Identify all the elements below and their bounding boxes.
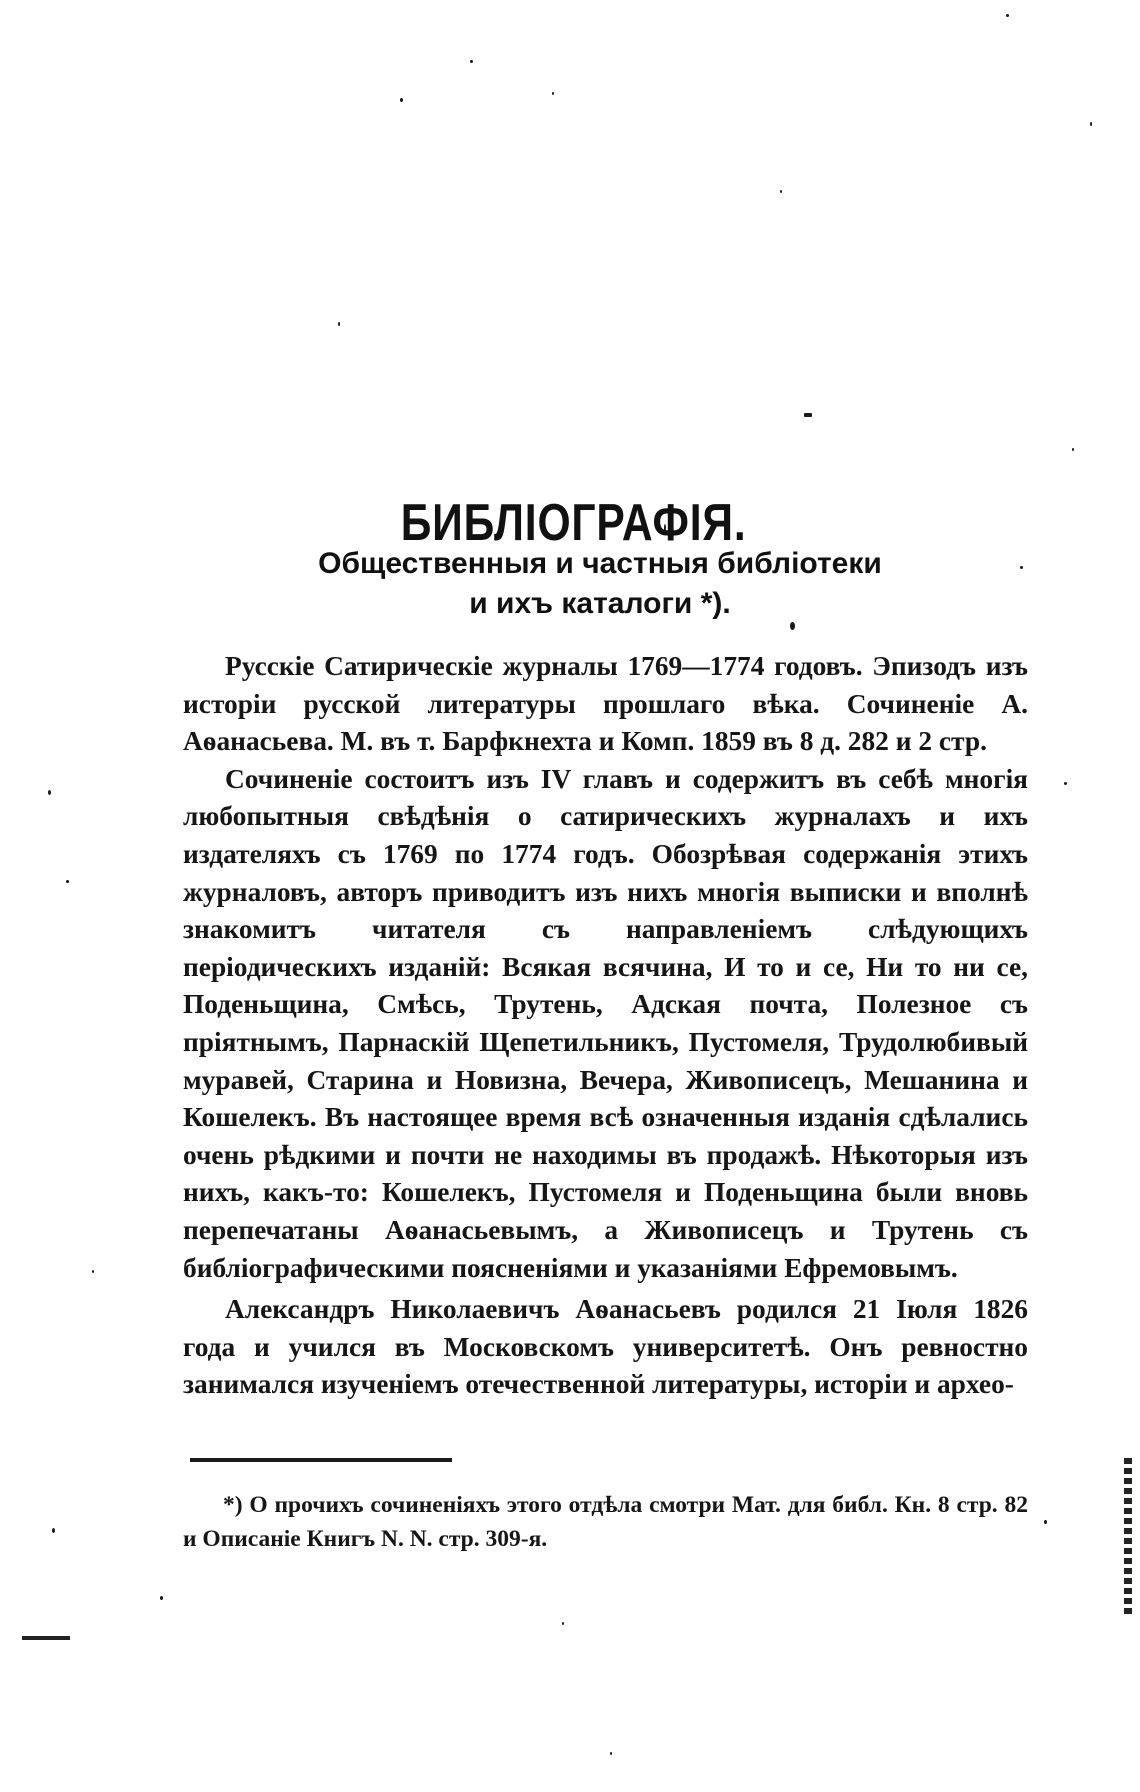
margin-mark (22, 1636, 70, 1640)
subtitle-line-1: Общественныя и частныя библіотеки (318, 547, 882, 580)
scan-speck (400, 98, 403, 102)
footnote: *) О прочихъ сочиненіяхъ этого отдѣла смотри Мат. для библ. Кн. 8 стр. 82 и Описаніе Книгъ N. N. стр. 309-я. (183, 1492, 1028, 1552)
scan-speck (470, 60, 473, 63)
scan-speck (52, 1528, 55, 1533)
paragraph-lead-word: Русскіе (225, 651, 315, 681)
scan-speck (1072, 448, 1074, 451)
body-text (183, 648, 1028, 1404)
scan-speck (1090, 122, 1092, 126)
scan-speck (92, 1270, 94, 1273)
scan-speck (1006, 14, 1009, 17)
scan-speck (48, 790, 51, 795)
scan-speck (66, 880, 69, 883)
paragraph-author-bio: Александръ Николаевичъ Аѳанасьевъ родился 21 Іюля 1826 года и учился въ Московскомъ университетѣ. Онъ ревностно занимался изученіемъ отечественной литературы, исторіи и архео- (183, 1294, 1028, 1400)
section-subtitle (270, 544, 930, 624)
scan-speck (552, 92, 554, 95)
scan-speck (338, 322, 340, 326)
scan-speck (562, 1622, 564, 1625)
scan-speck (1020, 566, 1023, 569)
scan-speck (1064, 782, 1067, 785)
footnote-divider (190, 1458, 452, 1462)
scan-speck (804, 413, 812, 417)
scan-speck (1044, 1520, 1047, 1524)
scan-speck (610, 1752, 612, 1755)
subtitle-line-2: и ихъ каталоги *). (469, 587, 731, 620)
paragraph-entry-citation (183, 648, 1028, 761)
paragraph-description: Сочиненіе состоитъ изъ IV главъ и содержитъ въ себѣ многія любопытныя свѣдѣнія о сатирическихъ журналахъ и ихъ издателяхъ съ 1769 по 1774 годъ. Обозрѣвая содержанія этихъ журналовъ, авторъ приводитъ изъ нихъ многія выписки и вполнѣ знакомитъ читателя съ направленіемъ слѣдующихъ періодическихъ изданій: Всякая всячина, И то и се, Ни то ни се, Поденьщина, Смѣсь, Трутень, Адская почта, Полезное съ пріятнымъ, Парнаскій Щепетильникъ, Пустомеля, Трудолюбивый муравей, Старина и Новизна, Вечера, Живописецъ, Мешанина и Кошелекъ. Въ настоящее время всѣ означенныя изданія сдѣлались очень рѣдкими и почти не находимы въ продажѣ. Нѣкоторыя изъ нихъ, какъ-то: Кошелекъ, Пустомеля и Поденьщина были вновь перепечатаны Аѳанасьевымъ, а Живописецъ и Трутень съ библіографическими поясненіями и указаніями Ефремовымъ. (183, 763, 1028, 1283)
page-title: БИБЛІОГРАФІЯ. (400, 493, 747, 552)
page-edge-shadow (1124, 1458, 1132, 1618)
scan-speck (780, 190, 782, 193)
scan-speck (160, 1596, 163, 1600)
paragraph-citation-text: Сатирическіе журналы 1769—1774 годовъ. Эпизодъ изъ исторіи русской литературы прошлаго вѣка. Сочиненіе А. Аѳанасьева. М. въ т. Барфкнехта и Комп. 1859 въ 8 д. 282 и 2 стр. (183, 651, 1028, 757)
